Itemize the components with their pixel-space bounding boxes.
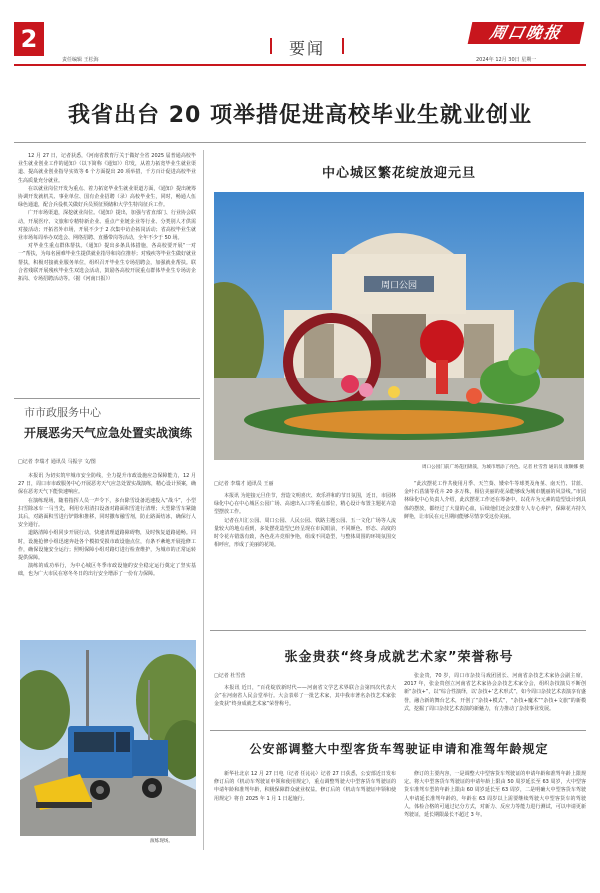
masthead-logo: 周口晚报	[468, 22, 585, 44]
headline-divider	[14, 142, 586, 143]
drill-paragraph: 道路清障小组同步开展行动，快速清理道路障碍物，及时恢复道路通畅。同时，设施抢修小组迅速奔赴各个模拟受损市政设施点位，有条不紊地开展抢修工作，确保设施安全运行；照明保障小组对路灯进行检查维护，为城市的正常运转提供保障。	[18, 530, 196, 562]
lead-paragraph: 在以就业岗位开发为重点、着力拓宽毕业生就业渠道方面，《通知》提出统筹协调开发就机关、事业单位、国有企业招聘（录）高校毕业生，同时，畅通人伍绿色通道，配合兵役机关做好兵员预征预储和大学生特岗征兵工作。	[18, 185, 196, 209]
drill-kicker: 市市政服务中心	[24, 406, 101, 419]
award-paragraph: 本报讯 近日，“百花绽放新时代——河南省文学艺术界联合会第四次代表大会”在河南省人民会堂举行。大会表彰了一批艺术家，其中我市著名杂技艺术家张金贵获“终身成就艺术家”荣誉称号。	[214, 685, 396, 708]
award-body-right	[404, 672, 586, 726]
flower-headline: 中心城区繁花绽放迎元旦	[321, 166, 476, 181]
section-divider	[210, 730, 586, 731]
drill-paragraph: 演练的成功举行，为中心城区冬季市政设施的安全稳定运行奠定了坚实基础，也为广大市民在寒冬冬日的出行安全增添了一份有力保障。	[18, 563, 196, 578]
drill-paragraph: 本报讯 为切实筑牢城市安全防线，全力提升市政设施应急保障能力，12 月 27 日，周口市市政服务中心开展恶劣天气应急处置实战演练，精心设计预案，确保在恶劣天气下能快速响应。	[18, 473, 196, 496]
lead-headline: 我省出台 20 项举措促进高校毕业生就业创业	[68, 103, 532, 128]
gate-sign: 周口公园	[380, 281, 418, 291]
flower-body-right	[404, 480, 586, 626]
date-line: 2024年 12月 30日 星期一	[476, 57, 537, 63]
truck-headline: 公安部调整大中型客货车驾驶证申请和准驾年龄规定	[249, 742, 549, 756]
drill-article-body	[18, 472, 196, 632]
flower-paragraph: 本报讯 为迎接元旦佳节，营造文明喜庆、欢乐祥和的节日氛围，近日，市园林绿化中心在中心城区公园广场、高速出入口等重点部位，精心设计布置主题花卉造型摆放工作。	[214, 493, 396, 516]
column-divider	[14, 398, 200, 399]
award-headline: 张金贵获“终身成就艺术家”荣誉称号	[284, 650, 514, 665]
drill-photo-caption: 演练现场。	[150, 839, 173, 844]
drill-paragraph: 在演练现场，随着指挥人员一声令下，多台除雪设备迅速投入“战斗”，小型扫雪除冰车一马当先，利用专用清扫设备对路面积雪进行清理；大型除雪车紧随其后，对路面积雪进行铲除和推移，同时撒布融雪剂，防止路面结冰，确保行人安全通行。	[18, 497, 196, 529]
award-paragraph: 张金贵，70 岁，周口市杂技马戏团团长、河南省杂技艺术家协会副主席，2017 年，张金贵创立河南省艺术家协会杂技艺术家分会，组织杂技演员不断创新“杂技+”，以“综合性演绎，以‘杂技+’艺术形式”，如今周口杂技艺术表演享有盛誉，融合新的舞台艺术，开创了“杂技+模式”，“杂技+魔术”“杂技+文旅”的新模式，挖掘了周口杂技艺术表演的新魅力，有力推动了杂技事业发展。	[404, 673, 586, 712]
lead-article-body	[18, 152, 196, 396]
editor-line: 责任编辑 王松海	[62, 57, 99, 63]
lead-paragraph: 对毕业生重点群体帮扶。《通知》提出多条具体措施，各高校要开展“一对一”帮扶，为每名困难毕业生提供就业指导和岗位推荐；对残疾等毕业生做好就业帮扶，积极对接就业服务单位，组织召开毕业生专场招聘会，加强就业帮扶。联合省残联开展残疾毕业生双选会活动，鼓励各高校开展重点群体毕业生专场访企拓岗、专场招聘活动等。（据《河南日报》）	[18, 243, 196, 283]
truck-paragraph: 新华社北京 12 月 27 日电（记者 任沁沁）记者 27 日获悉，公安部近日发布修订后的《机动车驾驶证申领和使用规定》，重点调整驾驶大中型客货车驾驶证的申请年龄和准驾年龄，积极保障群众就业权益。修订后的《机动车驾驶证申领和使用规定》将自 2025 年 1 月 1 日起施行。	[214, 771, 396, 802]
flower-body-left	[214, 492, 396, 626]
lead-paragraph: 12 月 27 日，记者获悉，《河南省教育厅关于做好全省 2025 届普通高校毕业生就业创业工作的通知》（以下简称《通知》）印发，从着力拓宽毕业生就业渠道、提高就业创业指导实效等 6 个方面提出 20 项举措，千方百计促进高校毕业生高质量充分就业。	[18, 153, 196, 184]
lead-paragraph: 广开市场渠道，深挖就业岗位。《通知》提出，加强与省直部门、行业协会联动，开展医疗、文旅和专精特新企业、重点产业链企业等行业、分类别人才供需对接活动；开拓省外市场，开展不少于 2 次集中访企拓岗活动；省高校毕业生就业市场每周举办双选会、网络招聘、直播带岗等活动，全年不少于 50 场。	[18, 210, 196, 242]
truck-body-left	[214, 770, 396, 850]
header-divider	[14, 64, 586, 66]
flower-photo	[214, 192, 584, 460]
drill-byline: □记者 李瑞才 通讯员 马振宇 文/图	[18, 459, 96, 465]
page-number: 2	[14, 22, 44, 56]
section-title: 要闻	[262, 36, 352, 59]
truck-body-right	[404, 770, 586, 850]
flower-photo-caption: 周口公园门前广场花团锦簇，为城市增添了亮色。记者 杜雪营 通讯员 康顺娜 摄	[421, 465, 584, 470]
drill-photo	[20, 640, 196, 836]
flower-paragraph: 记者在川汇公园、周口公园、人民公园、铁路主题公园、五一文化广场等人流量较大的地点看到，多处摆花造型已经呈现在市民眼前，不同颜色、形态、高度的时令花卉错落有致，各色花卉竞相争艳，组成不同造型，与整体周围的环境氛围交相呼应，形成了美丽的花境。	[214, 517, 396, 549]
truck-paragraph: 修订的主要内容，一是调整大中型客货车驾驶证的申请年龄和准驾年龄上限规定。将大中型客货车驾驶证的申请年龄上限由 50 周岁延长至 63 周岁，大中型客货车准驾车型的年龄上限由 60 周岁延长至 63 周岁，二是明确大中型客货车驾驶人申请延长准驾年龄的，年龄在 63 周岁以上需要继续驾驶大中型客货车的驾驶人，体检合格的可通过记分方式，对新力、反应力等能力进行测试，可以申请更新驾驶证，延长期限最长不超过 3 年。	[404, 771, 586, 819]
column-rule	[203, 150, 204, 850]
flower-byline: □记者 李瑞才 通讯员 王丽	[214, 481, 274, 487]
award-body-left	[214, 684, 396, 726]
award-byline: □记者 杜雪营	[214, 673, 246, 679]
section-divider	[210, 630, 586, 631]
flower-paragraph: “此次摆花工作共使用月季、天竺葵、矮牵牛等球类及角堇、南天竹、甘蓝、金叶石菖蒲等花卉 20 多万株，相信美丽的花朵能够成为城市靓丽的风景线。”市园林绿化中心负责人介绍，此次摆花工作还在筹备中，以花卉为元素的造型设计到具体的摆放，都经过了大量的心血，后续他们还会安排专人专心养护，保障花卉持久鲜艳，让市民在元旦期间能够尽情享受这份美丽。	[404, 481, 586, 520]
drill-headline: 开展恶劣天气应急处置实战演练	[24, 426, 193, 440]
